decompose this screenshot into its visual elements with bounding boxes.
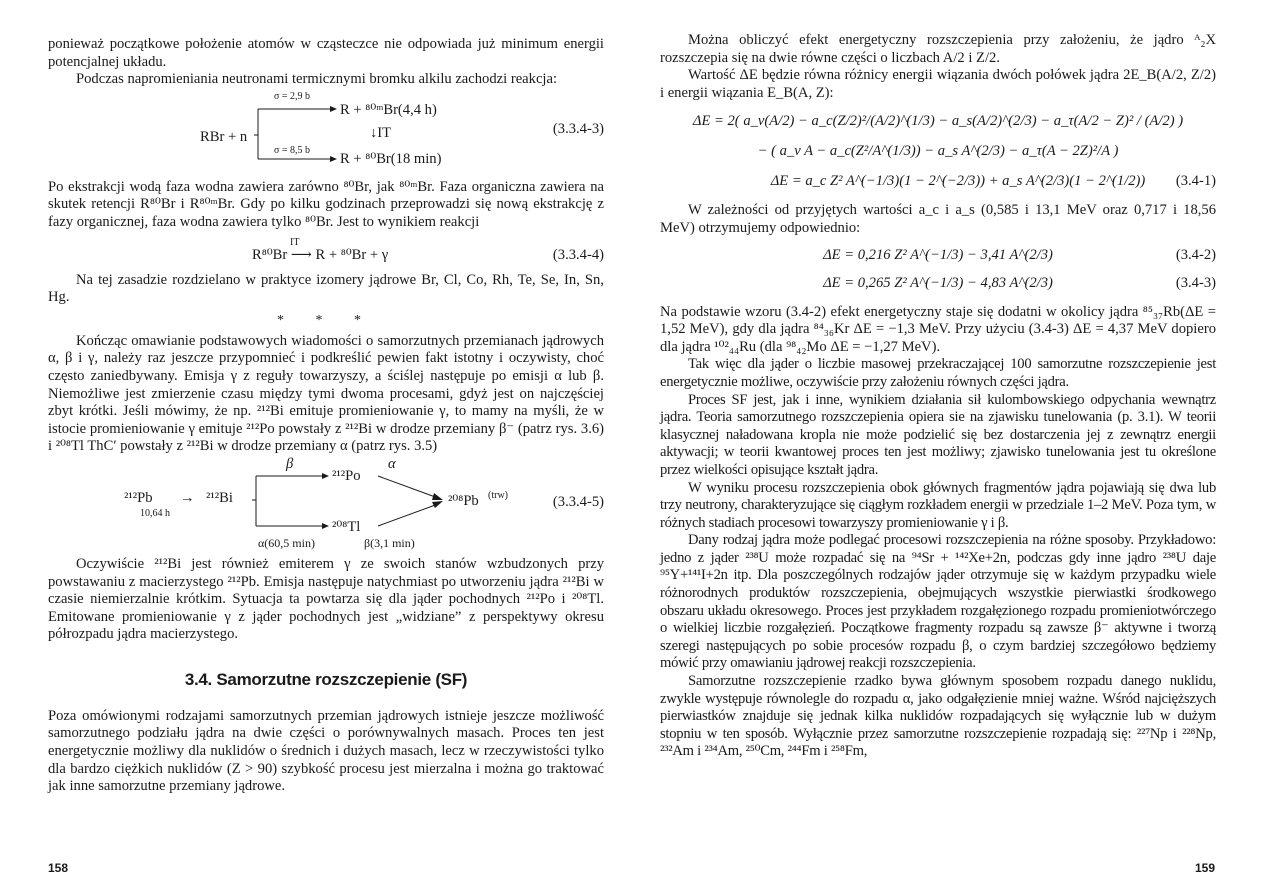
alpha-label: α xyxy=(388,455,396,472)
paragraph: Proces SF jest, jak i inne, wynikiem działania sił kulombowskiego odpychania wewnątrz jądra. Teoria samorzutnego rozszczepienia opiera sie na zjawisku tunelowania (p. 3.1). W teorii klasycznej naładowana kropla nie może podzielić się bez dostarczenia jej z zewnątrz energii aktywacji; w teorii kwantowej proces ten jest możliwy; zjawisko tunelowania jest tu określone przez wielkości opisujące kształt jądra. xyxy=(660,391,1216,478)
equation-body: ΔE = a_c Z² A^(−1/3)(1 − 2^(−2/3)) + a_s A^(2/3)(1 − 2^(1/2)) xyxy=(770,173,1146,190)
branch-arrows xyxy=(254,103,338,169)
equation-3-3-4-4 xyxy=(48,238,604,268)
equation-number: (3.3.4-5) xyxy=(552,493,604,510)
paragraph: Dany rodzaj jądra może podlegać procesowi rozszczepienia na różne sposoby. Przykładowo: jedno z jąder ²³⁸U może rozpadać się na ⁹⁴Sr + ¹⁴²Xe+2n, podczas gdy inne jądro ²³⁸U daje ⁹⁵Y+¹⁴¹I+2n itp. Dla poszczególnych rodzajów jąder otrzymuje się w każdym przypadku wiele różnorodnych produktów rozszczepienia, obejmujących wszystkie pierwiastki środkowego obszaru układu okresowego. Proces jest przykładem rozgałęzionego rozpadu promieniotwórczego o wielkiej liczbie rozgałęzień. Początkowe fragmenty rozpadu są zawsze β⁻ aktywne i tworzą szeregi następujących po sobie procesów rozpadu β, o czym bardziej szczegółowo będziemy mówić przy omawianiu jądrowej reakcji rozszczepienia. xyxy=(660,532,1216,672)
left-page xyxy=(0,0,631,893)
equation-number: (3.4-2) xyxy=(1175,246,1216,263)
section-separator: * * * xyxy=(277,312,375,328)
paragraph: Kończąc omawianie podstawowych wiadomości o samorzutnych przemianach jądrowych α, β i γ, należy raz jeszcze przypomnieć i podkreślić pewien fakt istotny i oczywisty, choć często zaniedbywany. Emisja γ z reguły towarzyszy, a ściślej następuje po emisji α lub β. Niemożliwe jest zmierzenie czasu między tymi dwoma procesami, gdyż jest on najczęściej zbyt krótki. Jeśli mówimy, że np. ²¹²Bi emituje promieniowanie γ, to mamy na myśli, że w istocie promieniowanie γ emituje ²¹²Po powstały z ²¹²Bi w drodze przemiany β⁻ (patrz rys. 3.6) i ²⁰⁸Tl ThC′ powstały z ²¹²Bi w drodze przemiany α (patrz rys. 3.5) xyxy=(48,332,604,455)
paragraph: Oczywiście ²¹²Bi jest również emiterem γ ze swoich stanów wzbudzonych przy powstawaniu z macierzystego ²¹²Pb. Emisja następuje natychmiast po utworzeniu jądra ²¹²Bi w czasie niemierzalnie krótkim. Sytuacja ta powtarza się dla jąder pochodnych ²¹²Po i ²⁰⁸Tl. Emitowane promieniowanie γ z jąder pochodnych jest „widziane” z perspektywy okresu półrozpadu jądra macierzystego. xyxy=(48,555,604,643)
left-column xyxy=(48,36,604,796)
beta-branch-label: β(3,1 min) xyxy=(364,535,415,550)
equation-number: (3.3.4-3) xyxy=(552,120,604,137)
product-top: R + ⁸⁰ᵐBr(4,4 h) xyxy=(340,101,437,118)
right-column xyxy=(660,32,1216,761)
paragraph: Podczas napromieniania neutronami termicznymi bromku alkilu zachodzi reakcja: xyxy=(76,71,558,88)
paragraph: Po ekstrakcji wodą faza wodna zawiera zarówno ⁸⁰Br, jak ⁸⁰ᵐBr. Faza organiczna zawiera na skutek retencji R⁸⁰Br i R⁸⁰ᵐBr. Gdy po kilku godzinach przeprowadzi się nową ekstrakcję z fazy organicznej, faza wodna zawiera tylko ⁸⁰Br. Jest to wynikiem reakcji xyxy=(48,178,604,230)
po212-label: ²¹²Po xyxy=(332,467,361,484)
equation-number: (3.3.4-4) xyxy=(552,246,604,263)
paragraph: Na podstawie wzoru (3.4-2) efekt energetyczny staje się dodatni w okolicy jądra ⁸⁵₃₇Rb(ΔE = 1,52 MeV), gdy dla jądra ⁸⁴₃₆Kr ΔE = −1,3 MeV. Przy użyciu (3.4-3) ΔE = 4,37 MeV dopiero dla jądra ¹⁰²₄₄Ru (dla ⁹⁸₄₂Mo ΔE = −1,27 MeV). xyxy=(660,303,1216,355)
transition-it: ↓IT xyxy=(370,124,392,141)
equation-body: ΔE = 2( a_v(A/2) − a_c(Z/2)²/(A/2)^(1/3) − a_s(A/2)^(2/3) − a_τ(A/2 − Z)² / (A/2) ) xyxy=(692,113,1184,130)
paragraph: Tak więc dla jąder o liczbie masowej przekraczającej 100 samorzutne rozszczepienie jest energetycznie możliwe, oczywiście przy założeniu równych części jądra. xyxy=(660,356,1216,390)
decay-scheme-3-3-4-5 xyxy=(48,455,604,550)
equation-3-4-1-line-2 xyxy=(660,142,1216,168)
equation-3-4-1-line-3 xyxy=(660,172,1216,198)
sigma-bottom-label: σ = 8,5 b xyxy=(274,144,311,156)
bi212-label: ²¹²Bi xyxy=(206,489,233,506)
section-heading: 3.4. Samorzutne rozszczepienie (SF) xyxy=(184,669,468,689)
equation-3-4-3 xyxy=(660,274,1216,298)
pb208-label: ²⁰⁸Pb xyxy=(448,492,479,509)
alpha-branch-label: α(60,5 min) xyxy=(258,535,315,550)
equation-3-4-2 xyxy=(660,246,1216,270)
equation-body: ΔE = 0,265 Z² A^(−1/3) − 4,83 A^(2/3) xyxy=(823,274,1053,291)
paragraph: Można obliczyć efekt energetyczny rozszczepienia przy założeniu, że jądro ᴬ₂X rozszczepia się na dwie równe części o liczbach A/2 i Z/2. xyxy=(660,32,1216,66)
page-number: 159 xyxy=(1194,861,1215,875)
equation-body: ΔE = 0,216 Z² A^(−1/3) − 3,41 A^(2/3) xyxy=(823,246,1053,263)
paragraph: W zależności od przyjętych wartości a_c i a_s (0,585 i 13,1 MeV oraz 0,717 i 18,56 MeV) otrzymujemy odpowiednio: xyxy=(660,202,1216,236)
arrow-label: → xyxy=(180,489,195,506)
equation-body: R⁸⁰Br ⟶ R + ⁸⁰Br + γ xyxy=(252,246,389,263)
equation-3-4-1-line-1 xyxy=(660,112,1216,138)
reactant-label: RBr + n xyxy=(200,128,248,145)
paragraph: Na tej zasadzie rozdzielano w praktyce izomery jądrowe Br, Cl, Co, Rh, Te, Se, In, Sn, Hg. xyxy=(48,271,604,306)
stable-note: (trw) xyxy=(488,489,508,501)
beta-label: β xyxy=(286,455,294,472)
equation-number: (3.4-3) xyxy=(1175,274,1216,291)
sigma-top-label: σ = 2,9 b xyxy=(274,90,311,102)
paragraph: Poza omówionymi rodzajami samorzutnych przemian jądrowych istnieje jeszcze możliwość samorzutnego podziału jądra na dwie części o porównywalnych masach. Proces ten jest energetycznie możliwy dla nuklidów o średnich i dużych masach, lecz w rzeczywistości tylko dla bardzo ciężkich nuklidów (Z > 90) szybkość procesu jest mierzalna i można go traktować jak inne samorzutne przemiany jądrowe. xyxy=(48,707,604,795)
pb212-label: ²¹²Pb xyxy=(124,489,153,506)
paragraph: ponieważ początkowe położenie atomów w cząsteczce nie odpowiada już minimum energii potencjalnej układu. xyxy=(48,36,604,70)
it-label: IT xyxy=(290,236,300,248)
tl208-label: ²⁰⁸Tl xyxy=(332,518,361,535)
paragraph: Wartość ΔE będzie równa różnicy energii wiązania dwóch połówek jądra 2E_B(A/2, Z/2) i energii wiązania E_B(A, Z): xyxy=(660,67,1216,101)
paragraph: Samorzutne rozszczepienie rzadko bywa głównym sposobem rozpadu danego nuklidu, zwykle występuje równolegle do rozpadu α, jako odgałęzienie mniej ważne. Wśród najcięższych pierwiastków znajduje się jednak kilka nuklidów rozpadających się wyłącznie lub w dużym stopniu w ten sposób. Wyłącznie przez samorzutne rozszczepienie rozpadają się: ²²⁷Np i ²²⁸Np, ²³²Am i ²³⁴Am, ²⁵⁰Cm, ²⁴⁴Fm i ²⁵⁸Fm, xyxy=(660,673,1216,760)
equation-body: − ( a_v A − a_c(Z²/A^(1/3)) − a_s A^(2/3) − a_τ(A − 2Z)²/A ) xyxy=(757,143,1119,160)
paragraph: W wyniku procesu rozszczepienia obok głównych fragmentów jądra pojawiają się dwa lub trzy neutrony, charakteryzujące się ciągłym rozkładem energii w przedziale 1–2 MeV. Poza tym, w różnych stadiach procesowi towarzyszy promieniowanie γ i β. xyxy=(660,479,1216,531)
equation-number: (3.4-1) xyxy=(1175,173,1216,190)
page-number: 158 xyxy=(48,861,69,875)
product-bottom: R + ⁸⁰Br(18 min) xyxy=(340,150,442,167)
right-page xyxy=(632,0,1263,893)
reaction-scheme-3-3-4-3 xyxy=(48,91,604,175)
half-life-label: 10,64 h xyxy=(140,507,170,519)
